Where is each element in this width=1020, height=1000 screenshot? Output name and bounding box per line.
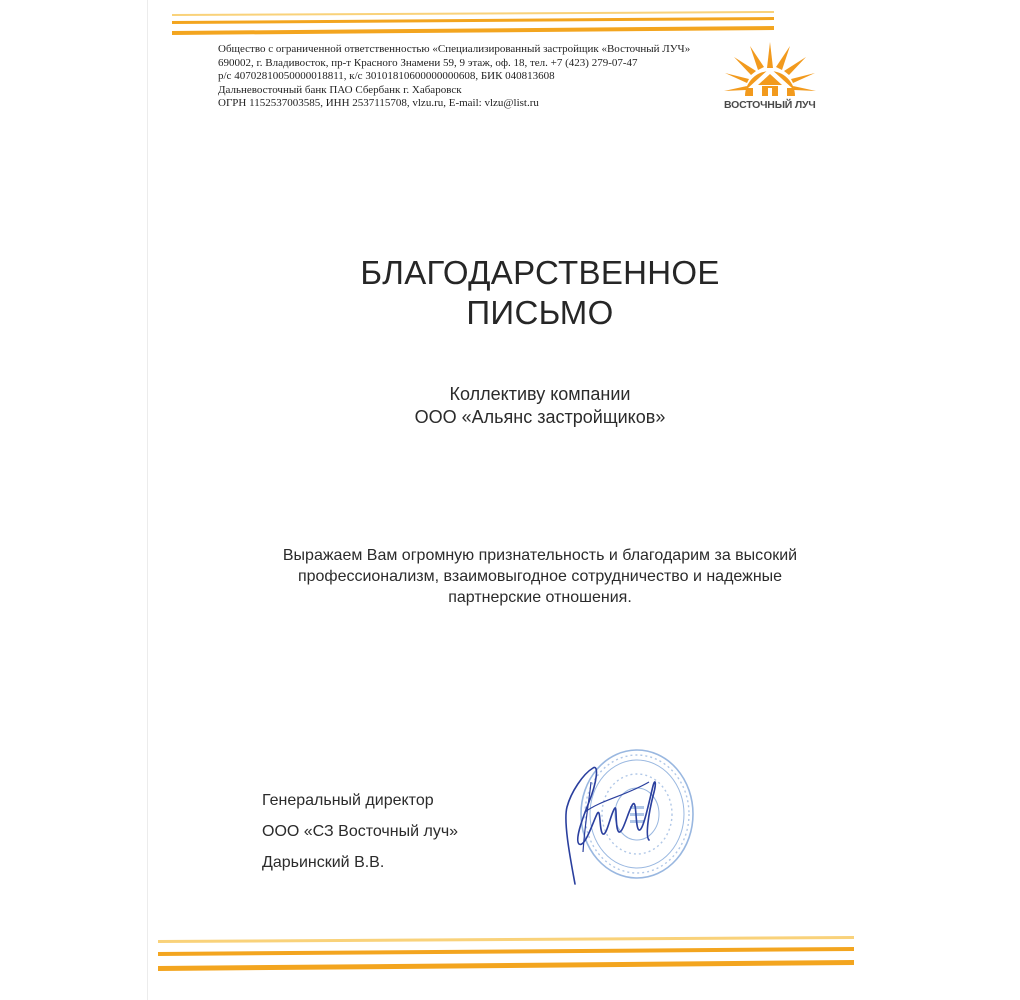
handwritten-signature-icon (545, 752, 675, 892)
requisites-bank-accounts: р/с 40702810050000018811, к/с 30101810600000000608, БИК 040813608 (218, 70, 555, 82)
requisites-registration: ОГРН 1152537003585, ИНН 2537115708, vlzu.ru, E-mail: vlzu@list.ru (218, 97, 539, 109)
signatory-company: ООО «СЗ Восточный луч» (262, 823, 459, 840)
footer-stripes (158, 930, 854, 980)
company-requisites (218, 43, 718, 111)
message-line-3: партнерские отношения. (448, 589, 632, 606)
addressee-block (330, 383, 750, 429)
requisites-bank-name: Дальневосточный банк ПАО Сбербанк г. Хабаровск (218, 83, 462, 96)
addressee-line-2: ООО «Альянс застройщиков» (414, 407, 666, 427)
requisites-address: 690002, г. Владивосток, пр-т Красного Знамени 59, 9 этаж, оф. 18, тел. +7 (423) 279-07-47 (218, 56, 638, 69)
letter-title (300, 253, 780, 333)
header-stripes (172, 9, 774, 39)
signatory-block (262, 785, 562, 878)
signatory-position: Генеральный директор (262, 792, 434, 809)
signatory-name: Дарьинский В.В. (262, 854, 385, 871)
addressee-line-1: Коллективу компании (449, 384, 631, 404)
page-edge-line (147, 0, 148, 1000)
title-line-2: ПИСЬМО (466, 294, 614, 331)
message-line-2: профессионализм, взаимовыгодное сотрудничество и надежные (297, 568, 783, 585)
title-line-1: БЛАГОДАРСТВЕННОЕ (360, 254, 720, 291)
logo-caption: ВОСТОЧНЫЙ ЛУЧ (724, 99, 816, 111)
letter-message (250, 545, 830, 608)
requisites-company-name: Общество с ограниченной ответственностью «Специализированный застройщик «Восточный ЛУЧ» (218, 43, 691, 55)
message-line-1: Выражаем Вам огромную признательность и благодарим за высокий (282, 547, 798, 564)
